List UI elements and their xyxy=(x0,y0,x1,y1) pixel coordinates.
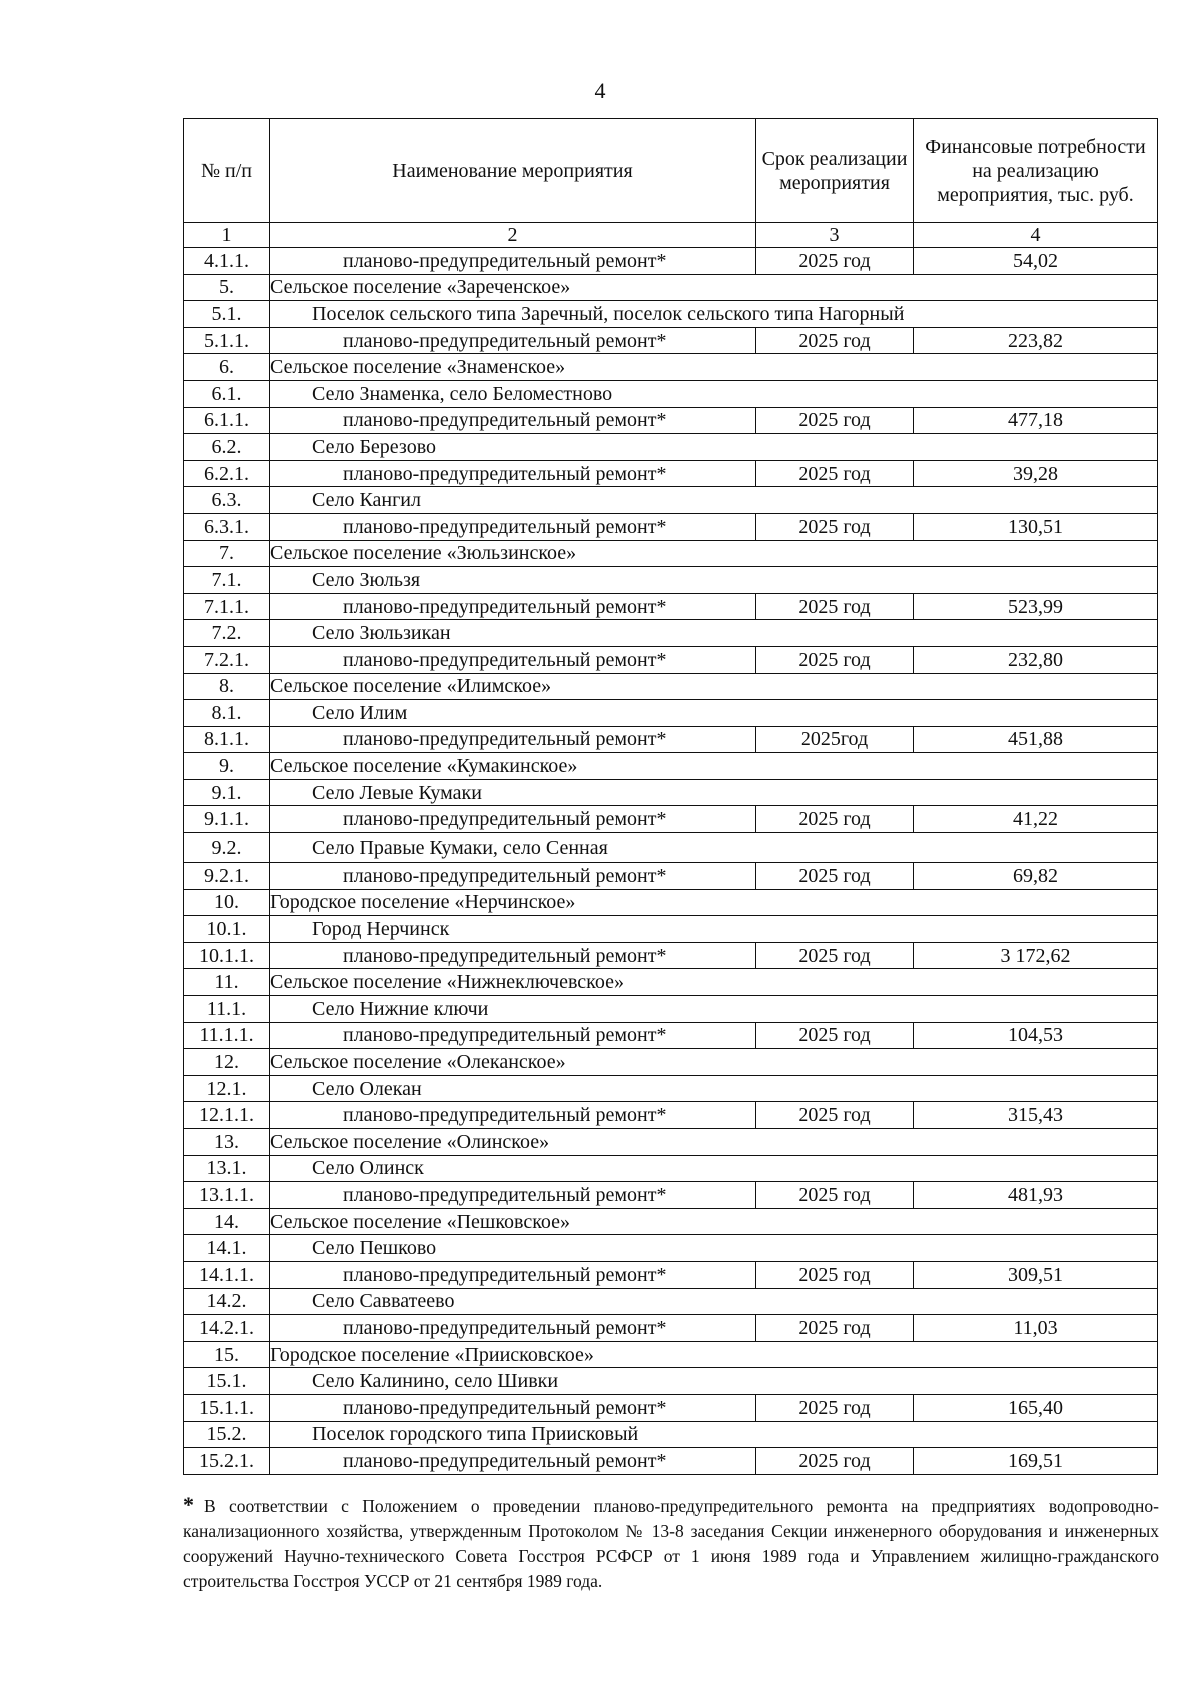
row-number: 14.2. xyxy=(184,1288,270,1315)
settlement-name: Сельское поселение «Нижнеключевское» xyxy=(270,969,1158,996)
locality-name: Село Березово xyxy=(270,434,1158,461)
table-row xyxy=(184,620,1158,647)
settlement-name: Сельское поселение «Зюльзинское» xyxy=(270,540,1158,567)
row-number: 6.2. xyxy=(184,434,270,461)
row-number: 6. xyxy=(184,354,270,381)
finance-amount: 54,02 xyxy=(914,248,1158,275)
row-number: 11.1. xyxy=(184,996,270,1023)
table-row xyxy=(184,434,1158,461)
finance-amount: 477,18 xyxy=(914,407,1158,434)
implementation-term: 2025 год xyxy=(756,1315,914,1342)
activity-name: планово-предупредительный ремонт* xyxy=(270,646,756,673)
column-number: 3 xyxy=(756,223,914,248)
row-number: 4.1.1. xyxy=(184,248,270,275)
table-row xyxy=(184,301,1158,328)
row-number: 14.2.1. xyxy=(184,1315,270,1342)
settlement-name: Сельское поселение «Знаменское» xyxy=(270,354,1158,381)
header-term: Срок реализации мероприятия xyxy=(756,119,914,223)
table-row xyxy=(184,354,1158,381)
row-number: 7. xyxy=(184,540,270,567)
implementation-term: 2025 год xyxy=(756,460,914,487)
activity-name: планово-предупредительный ремонт* xyxy=(270,1102,756,1129)
row-number: 10.1. xyxy=(184,916,270,943)
locality-name: Поселок городского типа Приисковый xyxy=(270,1421,1158,1448)
locality-name: Село Калинино, село Шивки xyxy=(270,1368,1158,1395)
table-row xyxy=(184,1341,1158,1368)
header-num: № п/п xyxy=(184,119,270,223)
table-row xyxy=(184,700,1158,727)
locality-name: Село Олинск xyxy=(270,1155,1158,1182)
row-number: 9.2.1. xyxy=(184,863,270,890)
implementation-term: 2025 год xyxy=(756,1448,914,1475)
locality-name: Село Знаменка, село Беломестново xyxy=(270,380,1158,407)
implementation-term: 2025 год xyxy=(756,1102,914,1129)
locality-name: Село Левые Кумаки xyxy=(270,779,1158,806)
table-row xyxy=(184,1022,1158,1049)
footnote xyxy=(183,1492,1159,1594)
activity-name: планово-предупредительный ремонт* xyxy=(270,1315,756,1342)
activity-name: планово-предупредительный ремонт* xyxy=(270,1394,756,1421)
row-number: 9.1. xyxy=(184,779,270,806)
table-row xyxy=(184,1261,1158,1288)
activity-name: планово-предупредительный ремонт* xyxy=(270,1182,756,1209)
row-number: 12.1.1. xyxy=(184,1102,270,1129)
implementation-term: 2025 год xyxy=(756,513,914,540)
row-number: 11. xyxy=(184,969,270,996)
row-number: 15. xyxy=(184,1341,270,1368)
table-row xyxy=(184,1368,1158,1395)
table-row xyxy=(184,407,1158,434)
settlement-name: Сельское поселение «Пешковское» xyxy=(270,1208,1158,1235)
finance-amount: 481,93 xyxy=(914,1182,1158,1209)
row-number: 5. xyxy=(184,274,270,301)
activity-name: планово-предупредительный ремонт* xyxy=(270,407,756,434)
row-number: 13.1. xyxy=(184,1155,270,1182)
implementation-term: 2025год xyxy=(756,726,914,753)
implementation-term: 2025 год xyxy=(756,942,914,969)
table-row xyxy=(184,1208,1158,1235)
implementation-term: 2025 год xyxy=(756,863,914,890)
table-row xyxy=(184,1288,1158,1315)
table-row xyxy=(184,646,1158,673)
row-number: 6.1. xyxy=(184,380,270,407)
footnote-text: В соответствии с Положением о проведении планово-предупредительного ремонта на предприятиях водопроводно-канализационного хозяйства, утвержденным Протоколом № 13-8 заседания Секции инженерного оборудования и инженерных сооружений Научно-технического Совета Госстроя РСФСР от 1 июня 1989 года и Управлением жилищно-гражданского строительства Госстроя УССР от 21 сентября 1989 года. xyxy=(183,1496,1159,1591)
row-number: 8.1. xyxy=(184,700,270,727)
activity-name: планово-предупредительный ремонт* xyxy=(270,942,756,969)
row-number: 11.1.1. xyxy=(184,1022,270,1049)
table-row xyxy=(184,1049,1158,1076)
row-number: 10. xyxy=(184,889,270,916)
row-number: 6.3.1. xyxy=(184,513,270,540)
implementation-term: 2025 год xyxy=(756,327,914,354)
row-number: 13. xyxy=(184,1129,270,1156)
table-row xyxy=(184,1129,1158,1156)
activity-name: планово-предупредительный ремонт* xyxy=(270,863,756,890)
row-number: 15.2. xyxy=(184,1421,270,1448)
implementation-term: 2025 год xyxy=(756,248,914,275)
row-number: 8.1.1. xyxy=(184,726,270,753)
locality-name: Город Нерчинск xyxy=(270,916,1158,943)
implementation-term: 2025 год xyxy=(756,593,914,620)
table-row xyxy=(184,1448,1158,1475)
row-number: 15.2.1. xyxy=(184,1448,270,1475)
activity-name: планово-предупредительный ремонт* xyxy=(270,593,756,620)
row-number: 7.2.1. xyxy=(184,646,270,673)
activity-name: планово-предупредительный ремонт* xyxy=(270,513,756,540)
row-number: 7.1. xyxy=(184,567,270,594)
table-row xyxy=(184,380,1158,407)
locality-name: Село Олекан xyxy=(270,1075,1158,1102)
table-row xyxy=(184,673,1158,700)
locality-name: Село Илим xyxy=(270,700,1158,727)
table-row xyxy=(184,593,1158,620)
finance-amount: 223,82 xyxy=(914,327,1158,354)
table-header-row xyxy=(184,119,1158,223)
row-number: 9.1.1. xyxy=(184,806,270,833)
row-number: 6.2.1. xyxy=(184,460,270,487)
finance-amount: 11,03 xyxy=(914,1315,1158,1342)
table-row xyxy=(184,1421,1158,1448)
implementation-term: 2025 год xyxy=(756,1394,914,1421)
row-number: 7.1.1. xyxy=(184,593,270,620)
locality-name: Село Нижние ключи xyxy=(270,996,1158,1023)
activity-name: планово-предупредительный ремонт* xyxy=(270,1261,756,1288)
settlement-name: Городское поселение «Нерчинское» xyxy=(270,889,1158,916)
row-number: 9.2. xyxy=(184,833,270,863)
locality-name: Село Правые Кумаки, село Сенная xyxy=(270,833,1158,863)
table-row xyxy=(184,753,1158,780)
activity-name: планово-предупредительный ремонт* xyxy=(270,248,756,275)
table-row xyxy=(184,248,1158,275)
table-row xyxy=(184,487,1158,514)
finance-amount: 69,82 xyxy=(914,863,1158,890)
page-number: 4 xyxy=(594,78,606,103)
row-number: 5.1. xyxy=(184,301,270,328)
column-number: 2 xyxy=(270,223,756,248)
table-row xyxy=(184,833,1158,863)
locality-name: Село Зюльзя xyxy=(270,567,1158,594)
finance-amount: 130,51 xyxy=(914,513,1158,540)
table-row xyxy=(184,1075,1158,1102)
table-row xyxy=(184,327,1158,354)
table-row xyxy=(184,779,1158,806)
row-number: 12.1. xyxy=(184,1075,270,1102)
table-row xyxy=(184,1155,1158,1182)
row-number: 15.1.1. xyxy=(184,1394,270,1421)
table-row xyxy=(184,1315,1158,1342)
settlement-name: Сельское поселение «Олеканское» xyxy=(270,1049,1158,1076)
table-row xyxy=(184,1235,1158,1262)
table-row xyxy=(184,726,1158,753)
row-number: 6.3. xyxy=(184,487,270,514)
row-number: 14.1.1. xyxy=(184,1261,270,1288)
activity-name: планово-предупредительный ремонт* xyxy=(270,806,756,833)
finance-amount: 309,51 xyxy=(914,1261,1158,1288)
finance-amount: 41,22 xyxy=(914,806,1158,833)
table-row xyxy=(184,969,1158,996)
column-number: 1 xyxy=(184,223,270,248)
implementation-term: 2025 год xyxy=(756,1182,914,1209)
locality-name: Село Пешково xyxy=(270,1235,1158,1262)
table-row xyxy=(184,1394,1158,1421)
column-number-row xyxy=(184,223,1158,248)
table-row xyxy=(184,1102,1158,1129)
table-row xyxy=(184,1182,1158,1209)
row-number: 9. xyxy=(184,753,270,780)
row-number: 14. xyxy=(184,1208,270,1235)
table-row xyxy=(184,540,1158,567)
finance-amount: 39,28 xyxy=(914,460,1158,487)
implementation-term: 2025 год xyxy=(756,1261,914,1288)
implementation-term: 2025 год xyxy=(756,806,914,833)
row-number: 13.1.1. xyxy=(184,1182,270,1209)
table-row xyxy=(184,513,1158,540)
finance-amount: 3 172,62 xyxy=(914,942,1158,969)
row-number: 7.2. xyxy=(184,620,270,647)
table-row xyxy=(184,889,1158,916)
table-row xyxy=(184,996,1158,1023)
locality-name: Село Савватеево xyxy=(270,1288,1158,1315)
activity-name: планово-предупредительный ремонт* xyxy=(270,726,756,753)
implementation-term: 2025 год xyxy=(756,646,914,673)
row-number: 12. xyxy=(184,1049,270,1076)
locality-name: Село Зюльзикан xyxy=(270,620,1158,647)
activity-name: планово-предупредительный ремонт* xyxy=(270,327,756,354)
table-row xyxy=(184,567,1158,594)
table-row xyxy=(184,806,1158,833)
settlement-name: Городское поселение «Приисковское» xyxy=(270,1341,1158,1368)
row-number: 10.1.1. xyxy=(184,942,270,969)
finance-amount: 165,40 xyxy=(914,1394,1158,1421)
finance-amount: 104,53 xyxy=(914,1022,1158,1049)
finance-amount: 451,88 xyxy=(914,726,1158,753)
finance-amount: 232,80 xyxy=(914,646,1158,673)
implementation-term: 2025 год xyxy=(756,407,914,434)
finance-amount: 315,43 xyxy=(914,1102,1158,1129)
settlement-name: Сельское поселение «Зареченское» xyxy=(270,274,1158,301)
activities-table xyxy=(183,118,1158,1475)
finance-amount: 523,99 xyxy=(914,593,1158,620)
table-row xyxy=(184,863,1158,890)
settlement-name: Сельское поселение «Кумакинское» xyxy=(270,753,1158,780)
activity-name: планово-предупредительный ремонт* xyxy=(270,460,756,487)
finance-amount: 169,51 xyxy=(914,1448,1158,1475)
header-name: Наименование мероприятия xyxy=(270,119,756,223)
settlement-name: Сельское поселение «Олинское» xyxy=(270,1129,1158,1156)
footnote-marker: * xyxy=(183,1492,194,1517)
table-row xyxy=(184,942,1158,969)
row-number: 8. xyxy=(184,673,270,700)
table-row xyxy=(184,460,1158,487)
header-finance: Финансовые потребности на реализацию мероприятия, тыс. руб. xyxy=(914,119,1158,223)
table-body xyxy=(184,248,1158,1475)
table-row xyxy=(184,916,1158,943)
row-number: 15.1. xyxy=(184,1368,270,1395)
row-number: 14.1. xyxy=(184,1235,270,1262)
activity-name: планово-предупредительный ремонт* xyxy=(270,1022,756,1049)
implementation-term: 2025 год xyxy=(756,1022,914,1049)
row-number: 5.1.1. xyxy=(184,327,270,354)
table-row xyxy=(184,274,1158,301)
locality-name: Поселок сельского типа Заречный, поселок сельского типа Нагорный xyxy=(270,301,1158,328)
activity-name: планово-предупредительный ремонт* xyxy=(270,1448,756,1475)
settlement-name: Сельское поселение «Илимское» xyxy=(270,673,1158,700)
row-number: 6.1.1. xyxy=(184,407,270,434)
column-number: 4 xyxy=(914,223,1158,248)
locality-name: Село Кангил xyxy=(270,487,1158,514)
